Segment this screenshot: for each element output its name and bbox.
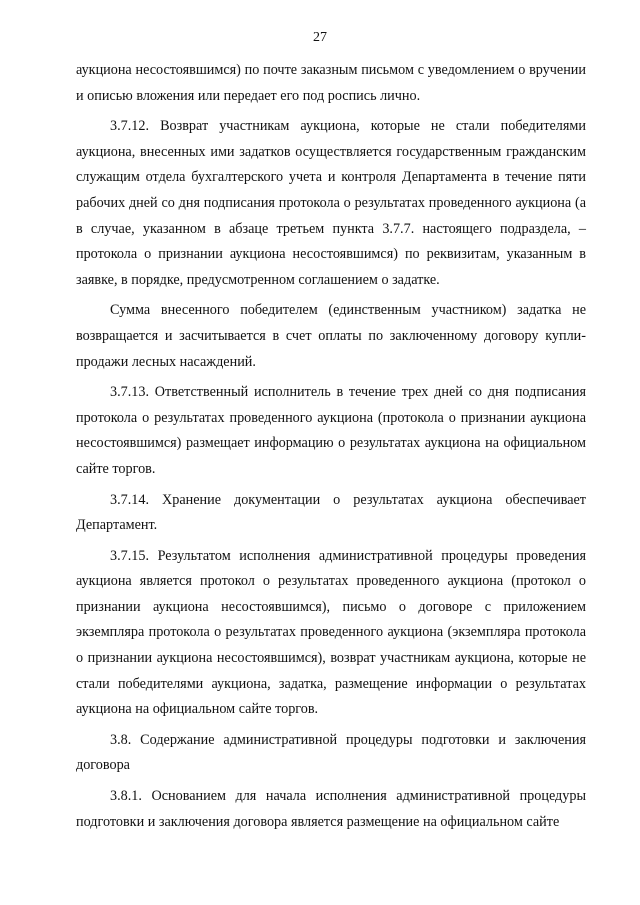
paragraph-3-8-1: 3.8.1. Основанием для начала исполнения административной процедуры подготовки и заключения договора является размещение на официальном сайте [76,788,586,830]
paragraph-deposit-sum: Сумма внесенного победителем (единственным участником) задатка не возвращается и засчитывается в счет оплаты по заключенному договору купли-продажи лесных насаждений. [76,302,586,370]
paragraph-3-7-13: 3.7.13. Ответственный исполнитель в течение трех дней со дня подписания протокола о результатах проведенного аукциона (протокола о признании аукциона несостоявшимся) размещает информацию о результатах аукциона на официальном сайте торгов. [76,384,586,477]
paragraph-3-7-15: 3.7.15. Результатом исполнения административной процедуры проведения аукциона является протокол о результатах проведенного аукциона (протокол о признании аукциона несостоявшимся), письмо о договоре с приложением экземпляра протокола о результатах проведенного аукциона (экземпляра протокола о признании аукциона несостоявшимся), возврат участникам аукциона, которые не стали победителями аукциона, задатка, размещение информации о результатах аукциона на официальном сайте торгов. [76,547,586,718]
section-heading-3-8: 3.8. Содержание административной процедуры подготовки и заключения договора [76,731,586,774]
paragraph-3-7-12: 3.7.12. Возврат участникам аукциона, которые не стали победителями аукциона, внесенных ими задатков осуществляется государственным гражданским служащим отдела бухгалтерского учета и контроля Департамента в течение пяти рабочих дней со дня подписания протокола о результатах проведенного аукциона (а в случае, указанном в абзаце третьем пункта 3.7.7. настоящего подраздела, – протокола о признании аукциона несостоявшимся) по реквизитам, указанным в заявке, в порядке, предусмотренном соглашением о задатке. [76,118,586,288]
document-body [76,58,586,840]
paragraph-continuation: аукциона несостоявшимся) по почте заказным письмом с уведомлением о вручении и описью вложения или передает его под роспись лично. [76,62,586,104]
paragraph-3-7-14: 3.7.14. Хранение документации о результатах аукциона обеспечивает Департамент. [76,491,586,534]
page-number: 27 [313,30,327,45]
